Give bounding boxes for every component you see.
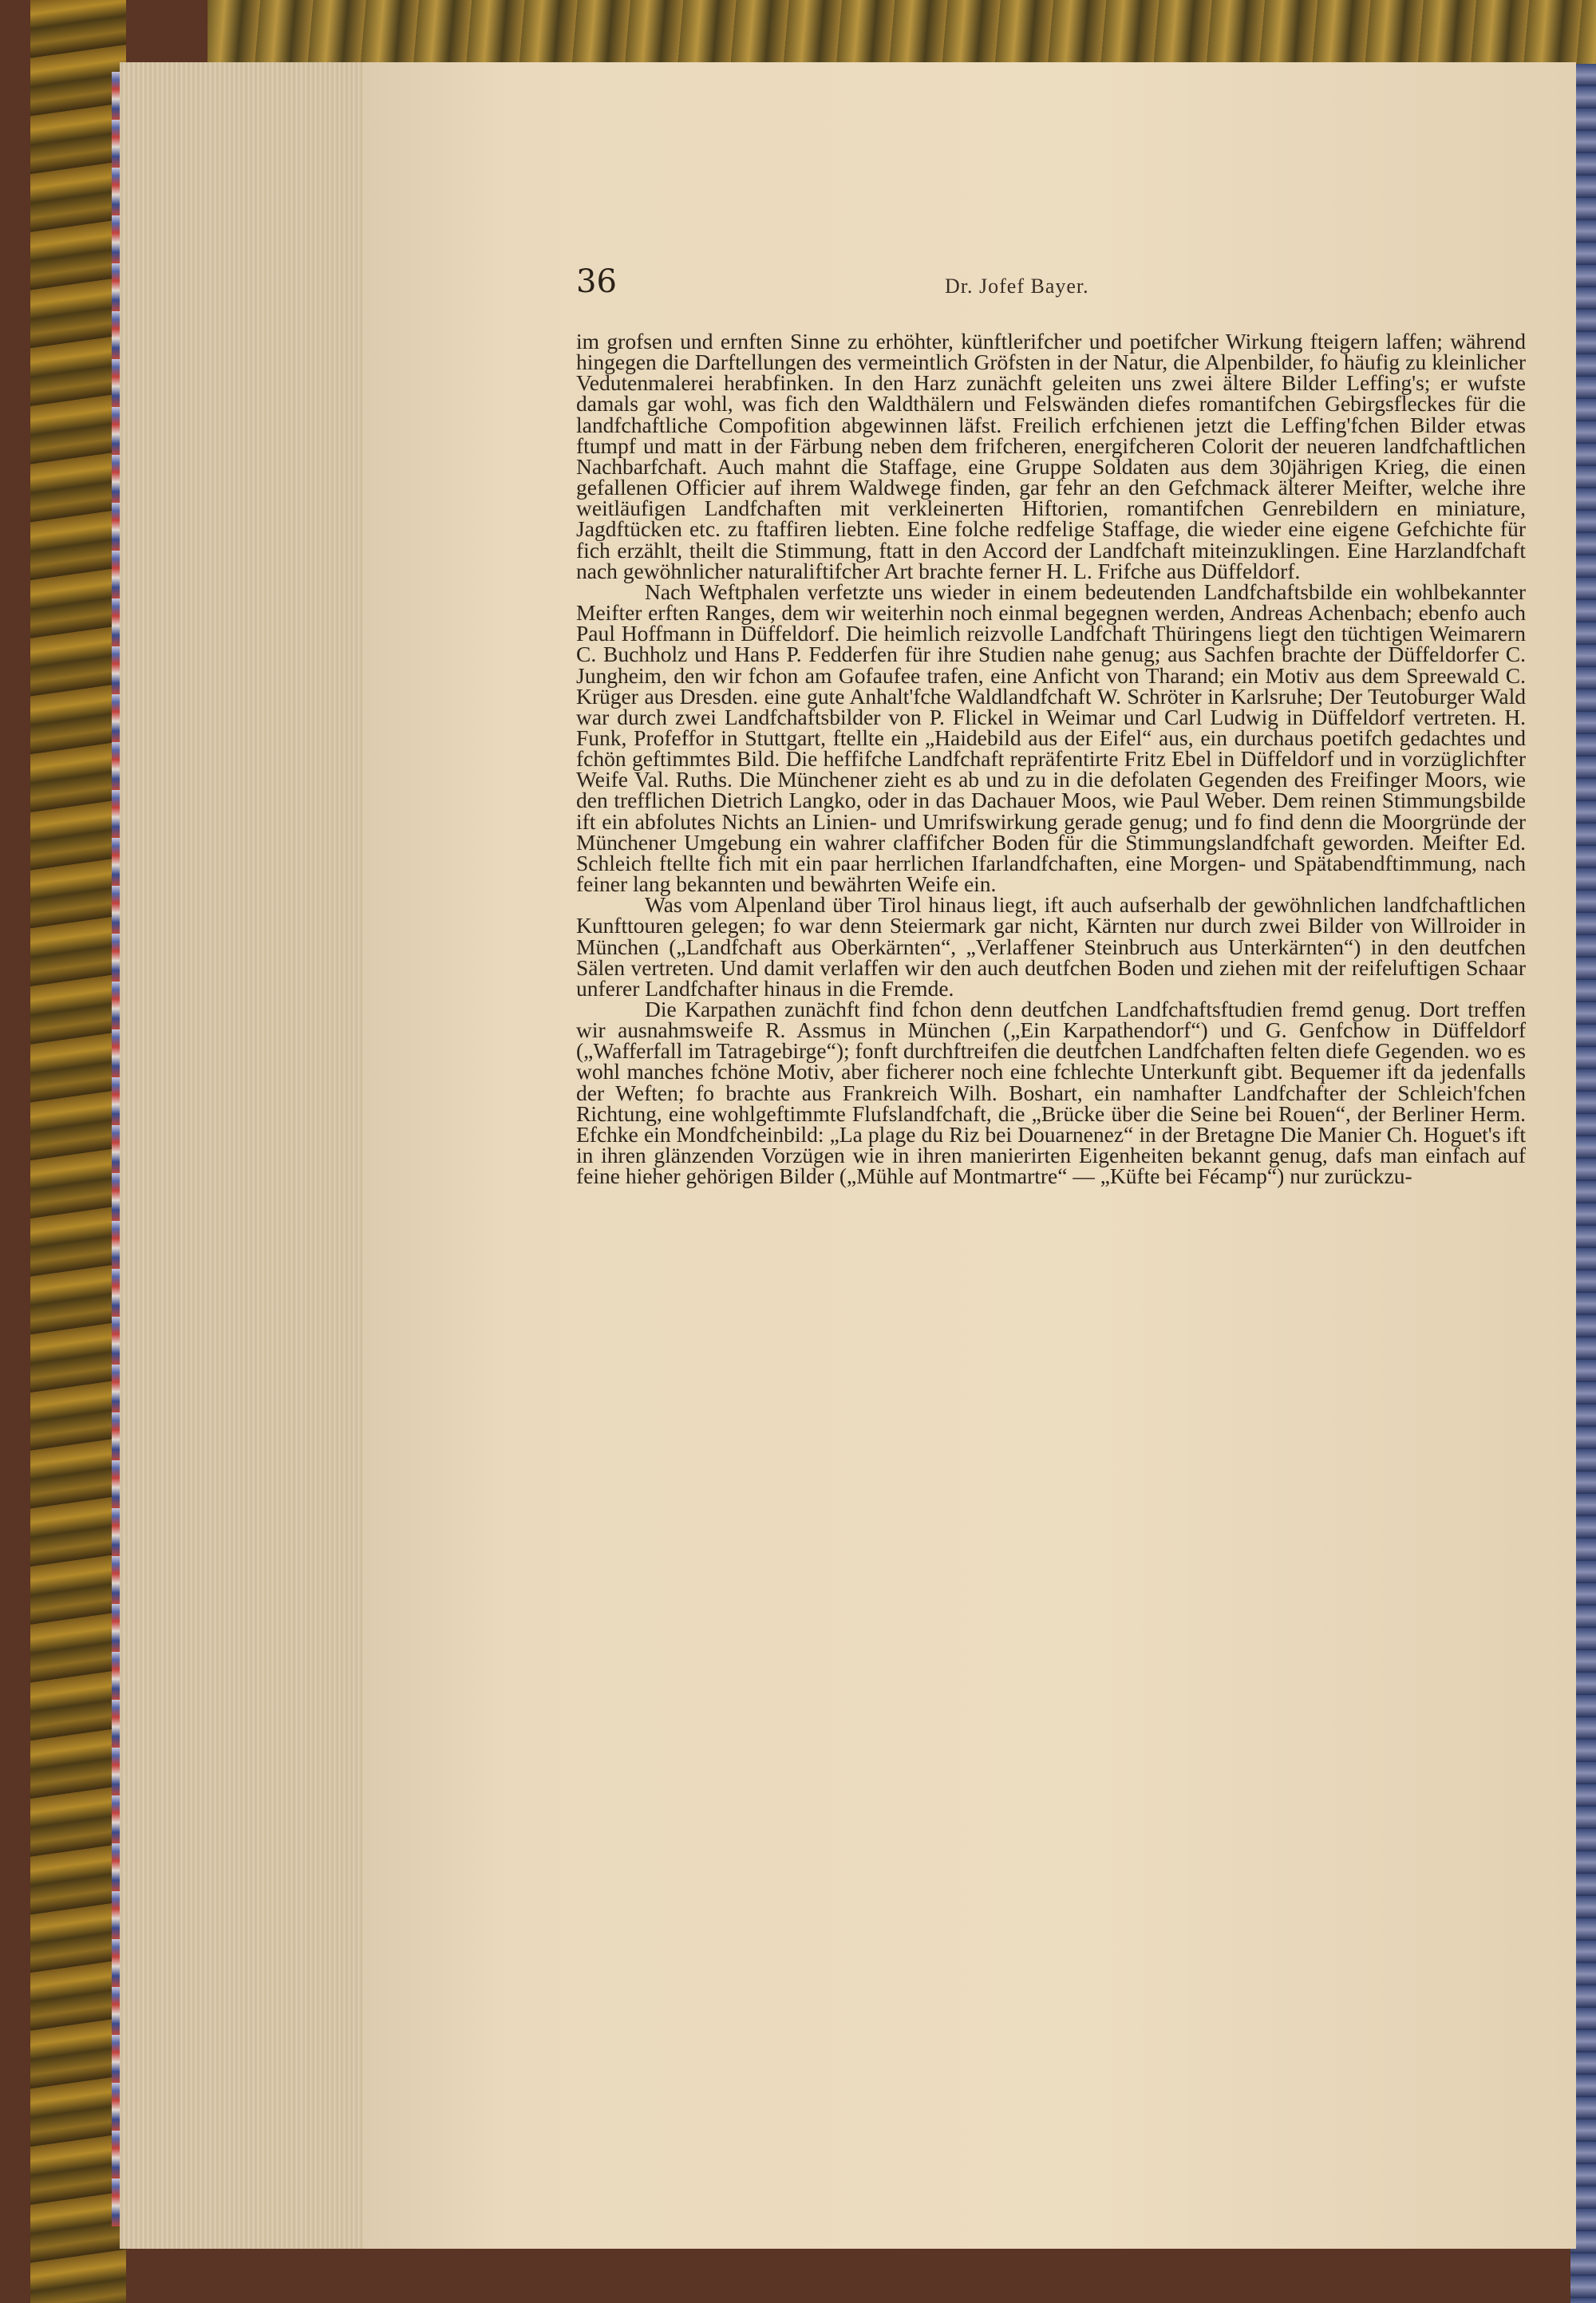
body-text (576, 331, 1526, 1187)
page-stack (120, 62, 365, 2249)
paragraph: Die Karpathen zunächft find fchon denn deutfchen Landfchaftsftudien fremd genug. Dort treffen wir ausnahmsweife R. Assmus in München („Ein Karpathendorf“) und G. Genfchow in Düffeldorf („Wafferfall im Tatragebirge“); fonft durchftreifen die deutfchen Landfchaften felten diefe Gegenden. wo es wohl manches fchöne Motiv, aber ficherer noch eine fchlechte Unterkunft gibt. Bequemer ift da jedenfalls der Weften; fo brachte aus Frankreich Wilh. Boshart, ein namhafter Landfchafter der Schleich'fchen Richtung, eine wohlgeftimmte Flufslandfchaft, die „Brücke über die Seine bei Rouen“, der Berliner Herm. Efchke ein Mondfcheinbild: „La plage du Riz bei Douarnenez“ in der Bretagne Die Manier Ch. Hoguet's ift in ihren glänzenden Vorzügen wie in ihren manierirten Eigenheiten bekannt genug, dafs man einfach auf feine hieher gehörigen Bilder („Mühle auf Montmartre“ — „Küfte bei Fécamp“) nur zurückzu- (576, 997, 1526, 1189)
running-head: Dr. Jofef Bayer. (945, 275, 1089, 298)
paragraph: Nach Weftphalen verfetzte uns wieder in einem bedeutenden Landfchaftsbilde ein wohlbekannter Meifter erften Ranges, dem wir weiterhin noch einmal begegnen werden, Andreas Achenbach; ebenfo auch Paul Hoffmann in Düffeldorf. Die heimlich reizvolle Landfchaft Thüringens liegt den tüchtigen Weimarern C. Buchholz und Hans P. Fedderfen für ihre Studien nahe genug; aus Sachfen brachte der Düffeldorfer C. Jungheim, den wir fchon am Gofaufee trafen, eine Anficht von Tharand; ein Motiv aus dem Spreewald C. Krüger aus Dresden. eine gute Anhalt'fche Waldlandfchaft W. Schröter in Karlsruhe; Der Teutoburger Wald war durch zwei Landfchaftsbilder von P. Flickel in Weimar und Carl Ludwig in Düffeldorf vertreten. H. Funk, Profeffor in Stuttgart, ftellte ein „Haidebild aus der Eifel“ aus, ein durchaus poetifch gedachtes und fchön geftimmtes Bild. Die heffifche Landfchaft repräfentirte Fritz Ebel in Düffeldorf und in vorzüglichfter Weife Val. Ruths. Die Münchener zieht es ab und zu in die defolaten Gegenden des Freifinger Moors, wie den trefflichen Dietrich Langko, oder in das Dachauer Moos, wie Paul Weber. Dem reinen Stimmungsbilde ift ein abfolutes Nichts an Linien- und Umrifswirkung gerade genug; und fo find denn die Moorgründe der Münchener Umgebung ein wahrer claffifcher Boden für die Stimmungslandfchaft geworden. Meifter Ed. Schleich ftellte fich mit ein paar herrlichen Ifarlandfchaften, eine Morgen- und Spätabendftimmung, nach feiner lang bekannten und bewährten Weife ein. (576, 579, 1526, 897)
page-number: 36 (576, 263, 617, 300)
page-header (576, 263, 1590, 311)
paragraph: im grofsen und ernften Sinne zu erhöhter, künftlerifcher und poetifcher Wirkung fteigern laffen; während hingegen die Darftellungen des vermeintlich Gröfsten in der Natur, die Alpenbilder, fo häufig zu kleinlicher Vedutenmalerei herabfinken. In den Harz zunächft geleiten uns zwei ältere Bilder Leffing's; er wufste damals gar wohl, was fich den Waldthälern und Felswänden diefes romantifchen Gebirgsfleckes für die landfchaftliche Compofition abgewinnen läfst. Freilich erfchienen jetzt die Leffing'fchen Bilder etwas ftumpf und matt in der Färbung neben dem frifcheren, energifcheren Colorit der neueren landfchaftlichen Nachbarfchaft. Auch mahnt die Staffage, eine Gruppe Soldaten aus dem 30jährigen Krieg, die einen gefallenen Officier auf ihrem Waldwege finden, gar fehr an den Gefchmack älterer Meifter, welche ihre weitläufigen Landfchaften mit verkleinerten Hiftorien, romantifchen Genrebildern en miniature, Jagdftücken etc. zu ftaffiren liebten. Eine folche redfelige Staffage, die wieder eine eigene Gefchichte für fich erzählt, theilt die Stimmung, ftatt in den Accord der Landfchaft miteinzuklingen. Eine Harzlandfchaft nach gewöhnlicher naturaliftifcher Art brachte ferner H. L. Frifche aus Düffeldorf. (576, 329, 1526, 583)
paragraph: Was vom Alpenland über Tirol hinaus liegt, ift auch aufserhalb der gewöhnlichen landfchaftlichen Kunfttouren gelegen; fo war denn Steiermark gar nicht, Kärnten nur durch zwei Bilder von Willroider in München („Landfchaft aus Oberkärnten“, „Verlaffener Steinbruch aus Unterkärnten“) in den deutfchen Sälen vertreten. Und damit verlaffen wir den auch deutfchen Boden und ziehen mit der reifeluftigen Schaar unferer Landfchafter hinaus in die Fremde. (576, 892, 1526, 1001)
